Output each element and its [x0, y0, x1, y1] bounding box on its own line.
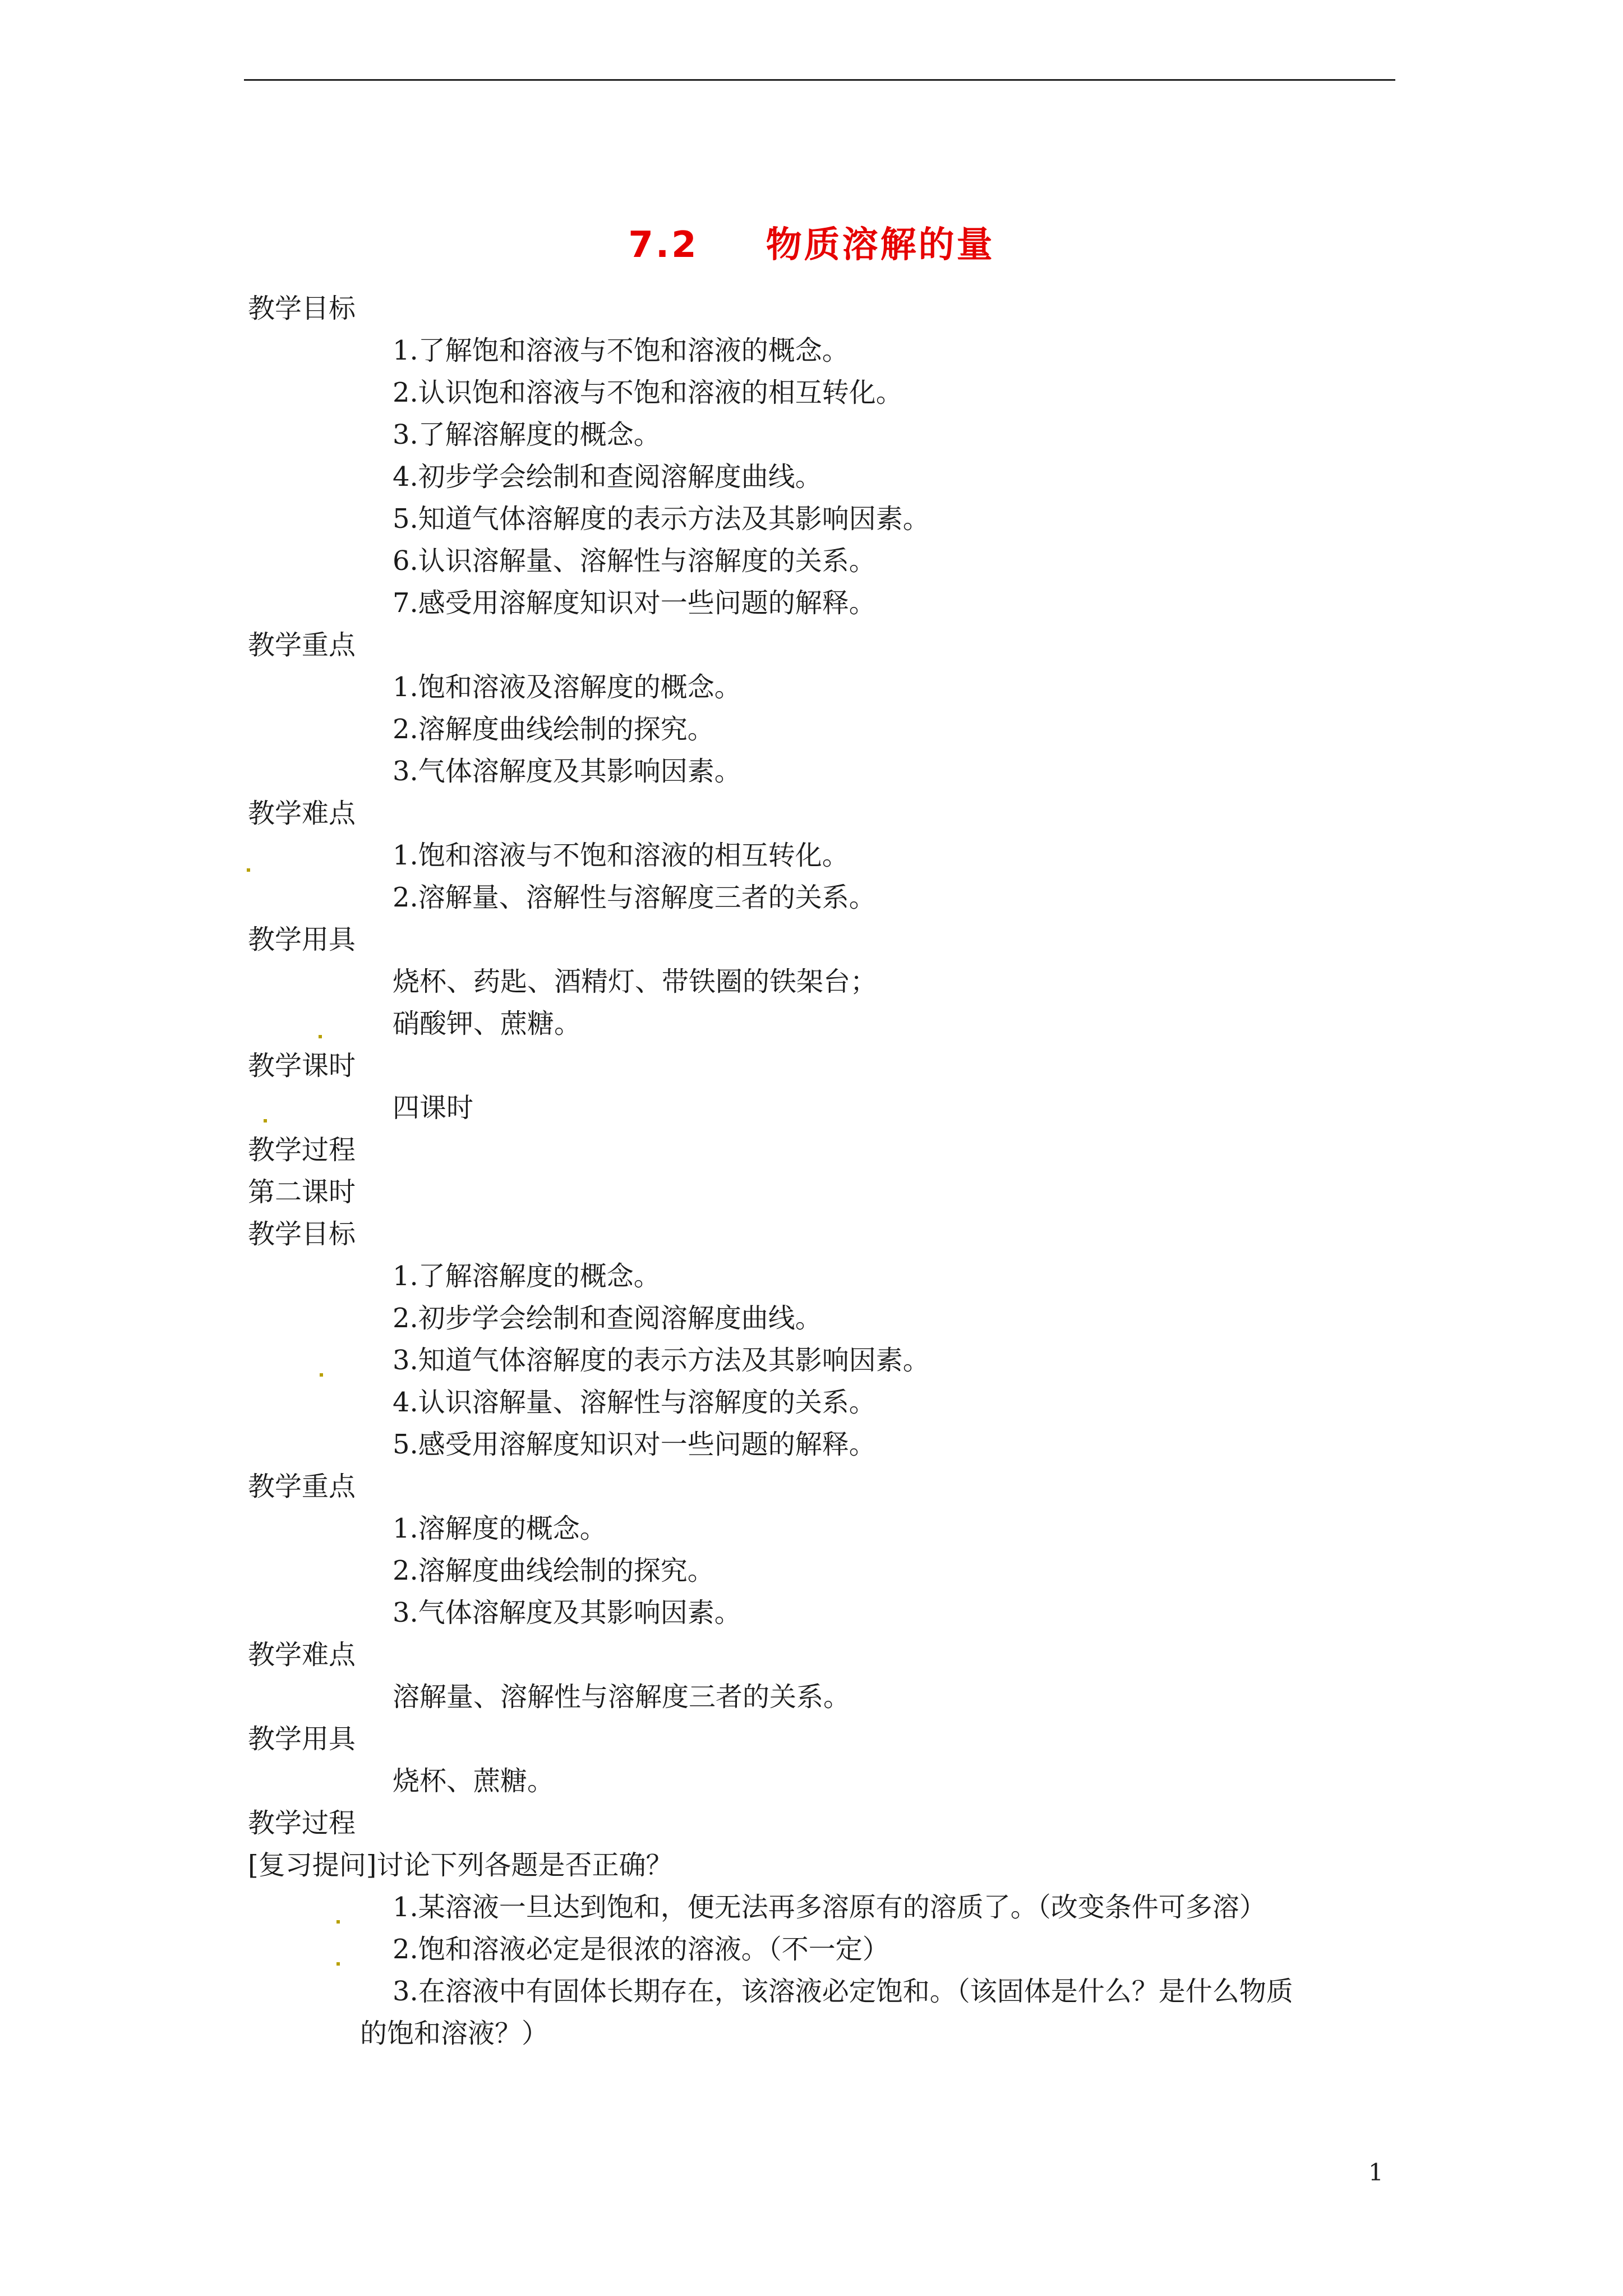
difficult-points-heading: 教学难点 — [248, 1639, 356, 1671]
difficult-point-item: 2.溶解量、溶解性与溶解度三者的关系。 — [393, 882, 876, 913]
goal-item: 2.认识饱和溶液与不饱和溶液的相互转化。 — [393, 377, 903, 408]
process-heading: 教学过程 — [248, 1134, 356, 1166]
stray-mark — [319, 1035, 322, 1038]
difficult-points-heading: 教学难点 — [248, 798, 356, 829]
lesson-heading: 第二课时 — [248, 1176, 356, 1208]
goal-item: 1.了解溶解度的概念。 — [393, 1260, 661, 1292]
stray-mark — [336, 1920, 340, 1924]
teaching-tools-heading: 教学用具 — [248, 1723, 356, 1755]
stray-mark — [336, 1962, 340, 1966]
title-number: 7.2 — [628, 224, 699, 266]
document-title — [0, 216, 1623, 268]
goal-item: 4.认识溶解量、溶解性与溶解度的关系。 — [393, 1387, 876, 1418]
teaching-tools-heading: 教学用具 — [248, 924, 356, 955]
stray-mark — [320, 1373, 323, 1377]
goal-item: 1.了解饱和溶液与不饱和溶液的概念。 — [393, 335, 849, 366]
key-point-item: 2.溶解度曲线绘制的探究。 — [393, 1555, 714, 1586]
key-point-item: 3.气体溶解度及其影响因素。 — [393, 1597, 741, 1628]
review-question: 3.在溶液中有固体长期存在，该溶液必定饱和。（该固体是什么？是什么物质 — [393, 1976, 1293, 2007]
goal-item: 5.感受用溶解度知识对一些问题的解释。 — [393, 1429, 876, 1460]
title-text: 物质溶解的量 — [766, 224, 995, 266]
difficult-point-item: 溶解量、溶解性与溶解度三者的关系。 — [393, 1681, 851, 1713]
key-points-heading: 教学重点 — [248, 629, 356, 661]
process-heading: 教学过程 — [248, 1807, 356, 1839]
review-question-continued: 的饱和溶液？） — [360, 2018, 549, 2049]
key-point-item: 2.溶解度曲线绘制的探究。 — [393, 714, 714, 745]
review-question: 1.某溶液一旦达到饱和，便无法再多溶原有的溶质了。（改变条件可多溶） — [393, 1892, 1266, 1923]
goal-item: 4.初步学会绘制和查阅溶解度曲线。 — [393, 461, 822, 493]
review-question: 2.饱和溶液必定是很浓的溶液。（不一定） — [393, 1934, 889, 1965]
class-hours-heading: 教学课时 — [248, 1050, 356, 1082]
teaching-tools-item: 烧杯、蔗糖。 — [393, 1765, 555, 1797]
page-number: 1 — [1368, 2159, 1384, 2186]
stray-mark — [264, 1119, 267, 1122]
key-point-item: 3.气体溶解度及其影响因素。 — [393, 756, 741, 787]
stray-mark — [247, 868, 250, 872]
teaching-tools-item: 烧杯、药匙、酒精灯、带铁圈的铁架台； — [393, 966, 878, 997]
goal-item: 3.知道气体溶解度的表示方法及其影响因素。 — [393, 1345, 930, 1376]
goals-heading: 教学目标 — [248, 293, 356, 324]
goal-item: 3.了解溶解度的概念。 — [393, 419, 661, 450]
goal-item: 7.感受用溶解度知识对一些问题的解释。 — [393, 587, 876, 619]
goal-item: 6.认识溶解量、溶解性与溶解度的关系。 — [393, 545, 876, 577]
goals-heading: 教学目标 — [248, 1218, 356, 1250]
review-question-intro: [复习提问]讨论下列各题是否正确？ — [248, 1849, 673, 1881]
header-rule — [244, 79, 1395, 81]
class-hours-value: 四课时 — [393, 1092, 474, 1124]
goal-item: 5.知道气体溶解度的表示方法及其影响因素。 — [393, 503, 930, 535]
teaching-tools-item: 硝酸钾、蔗糖。 — [393, 1008, 582, 1039]
goal-item: 2.初步学会绘制和查阅溶解度曲线。 — [393, 1303, 822, 1334]
key-point-item: 1.溶解度的概念。 — [393, 1513, 607, 1544]
difficult-point-item: 1.饱和溶液与不饱和溶液的相互转化。 — [393, 840, 849, 871]
key-points-heading: 教学重点 — [248, 1471, 356, 1502]
key-point-item: 1.饱和溶液及溶解度的概念。 — [393, 671, 741, 703]
